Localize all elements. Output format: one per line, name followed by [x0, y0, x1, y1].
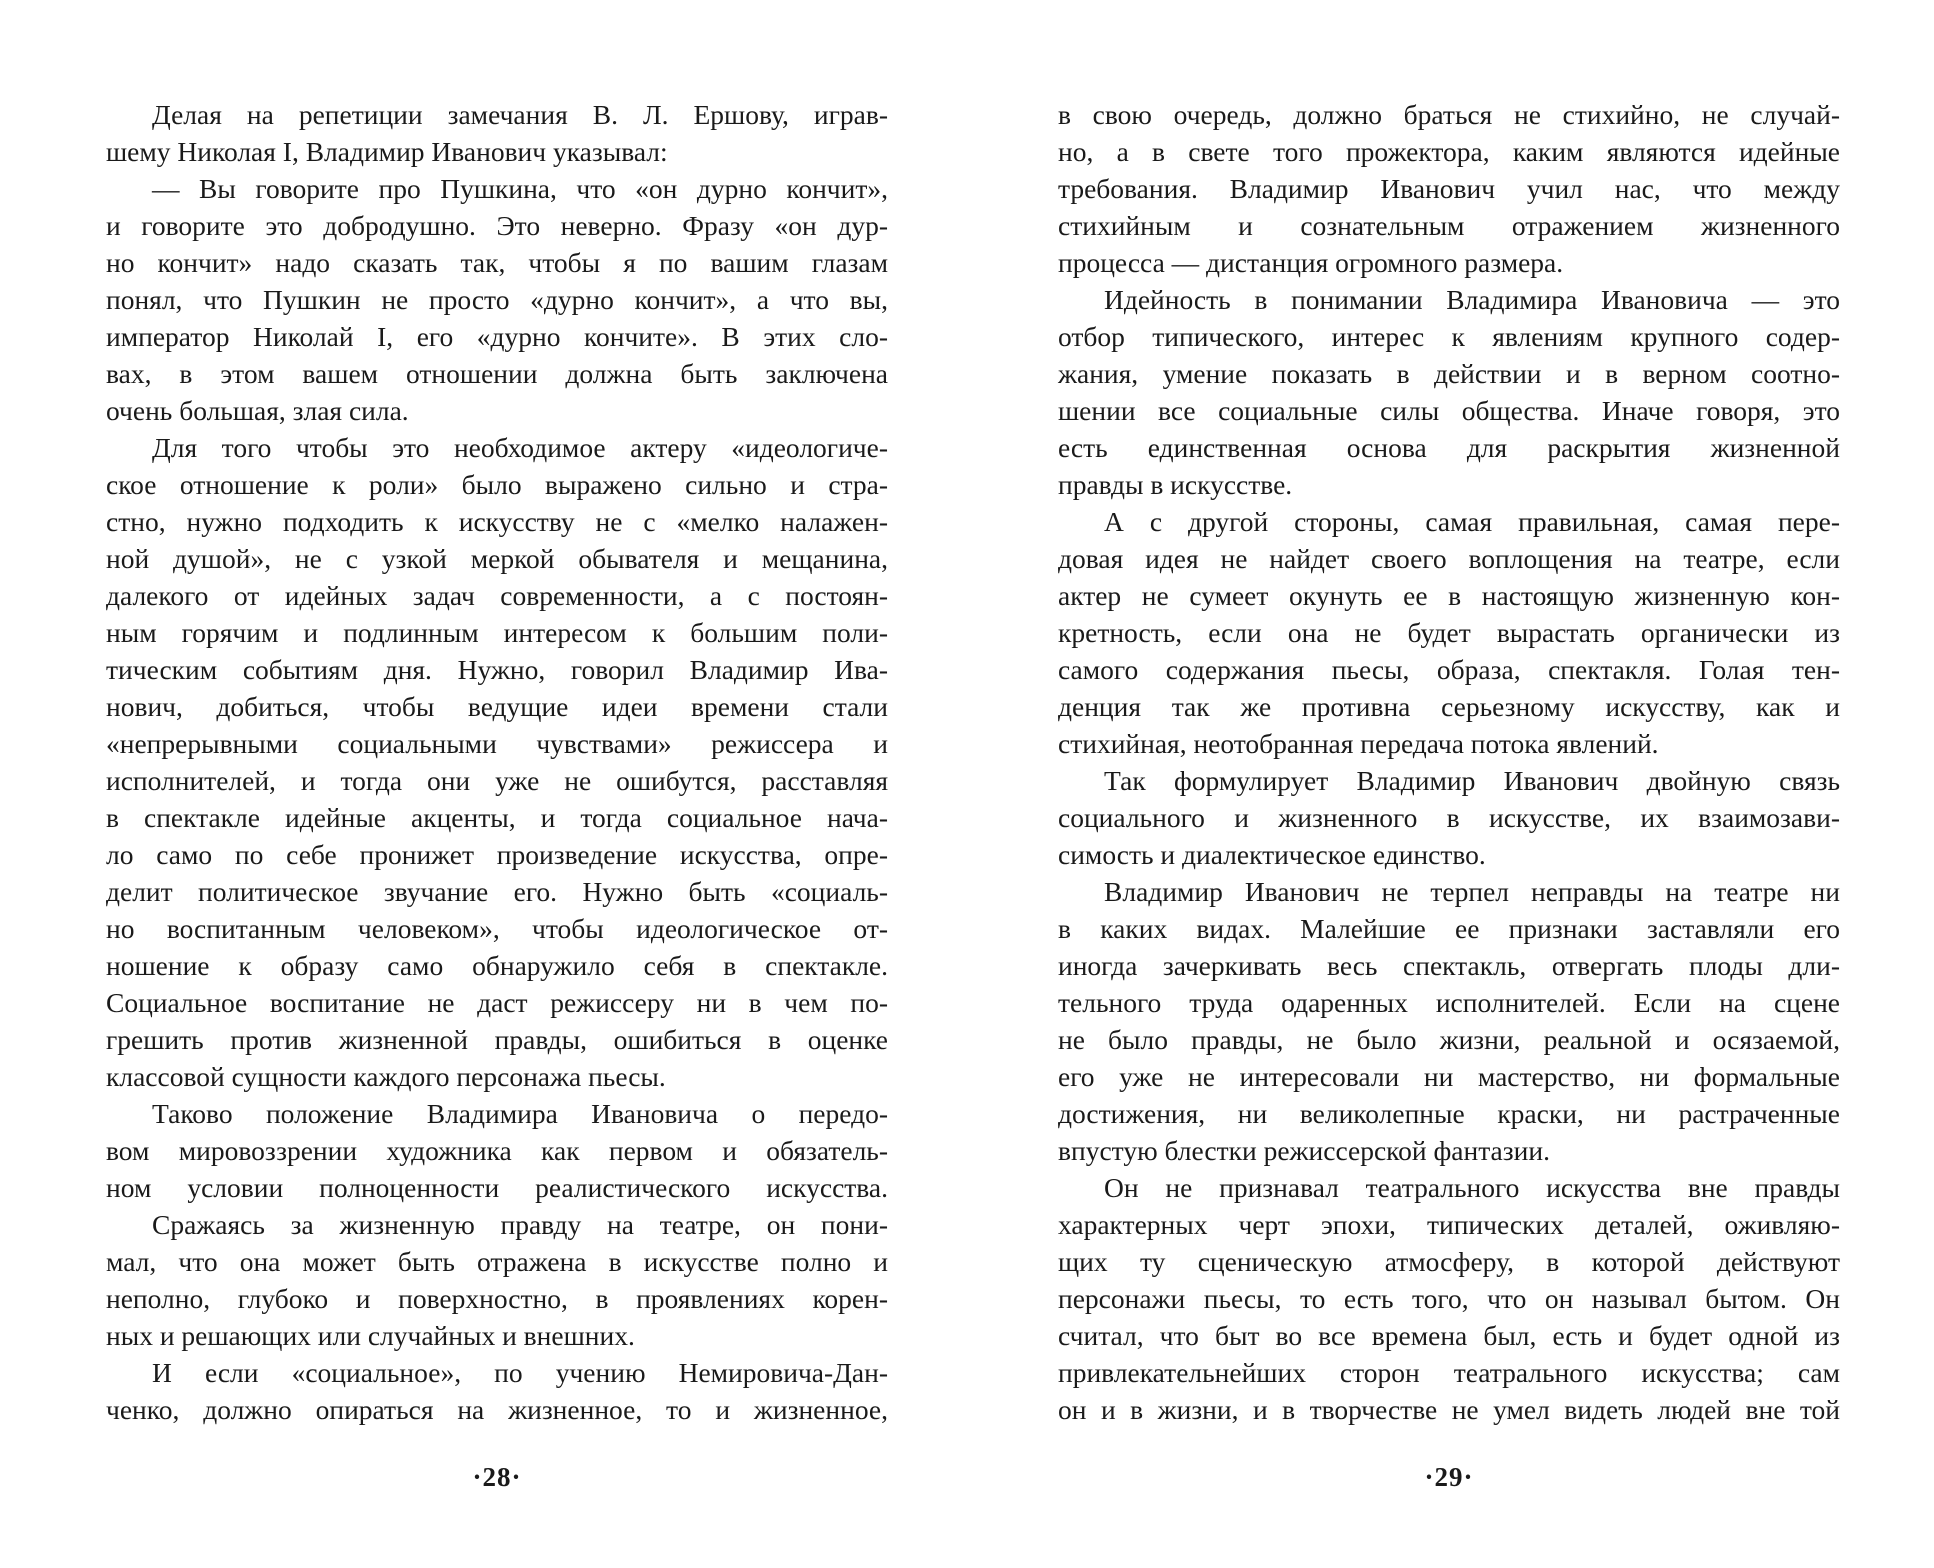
text-line: вах, в этом вашем отношении должна быть заключена	[106, 358, 888, 389]
text-line: социального и жизненного в искусстве, их взаимозави-	[1058, 802, 1840, 833]
text-line: ло само по себе пронижет произведение искусства, опре-	[106, 839, 888, 870]
text-line: требования. Владимир Иванович учил нас, что между	[1058, 173, 1840, 204]
text-line: иногда зачеркивать весь спектакль, отвергать плоды дли-	[1058, 950, 1840, 981]
text-line: Таково положение Владимира Ивановича о передо-	[152, 1098, 888, 1129]
text-line: не было правды, не было жизни, реальной и осязаемой,	[1058, 1024, 1840, 1055]
text-line: в свою очередь, должно браться не стихийно, не случай-	[1058, 99, 1840, 130]
text-line: тельного труда одаренных исполнителей. Если на сцене	[1058, 987, 1840, 1018]
text-line: очень большая, злая сила.	[106, 395, 409, 426]
text-line: его уже не интересовали ни мастерство, ни формальные	[1058, 1061, 1840, 1092]
text-line: характерных черт эпохи, типических деталей, оживляю-	[1058, 1209, 1840, 1240]
text-line: исполнителей, и тогда они уже не ошибутся, расставляя	[106, 765, 888, 796]
text-line: довая идея не найдет своего воплощения на театре, если	[1058, 543, 1840, 574]
text-line: шему Николая I, Владимир Иванович указывал:	[106, 136, 668, 167]
text-line: есть единственная основа для раскрытия жизненной	[1058, 432, 1840, 463]
text-line: кретность, если она не будет вырастать органически из	[1058, 617, 1840, 648]
text-line: в каких видах. Малейшие ее признаки заставляли его	[1058, 913, 1840, 944]
text-line: Он не признавал театрального искусства вне правды	[1104, 1172, 1840, 1203]
left-page	[106, 96, 888, 1428]
text-line: денция так же противна серьезному искусству, как и	[1058, 691, 1840, 722]
text-line: стихийная, неотобранная передача потока явлений.	[1058, 728, 1659, 759]
text-line: ченко, должно опираться на жизненное, то и жизненное,	[106, 1394, 888, 1425]
text-line: актер не сумеет окунуть ее в настоящую жизненную кон-	[1058, 580, 1840, 611]
text-line: но кончит» надо сказать так, чтобы я по вашим глазам	[106, 247, 888, 278]
text-line: самого содержания пьесы, образа, спектакля. Голая тен-	[1058, 654, 1840, 685]
text-line: ское отношение к роли» было выражено сильно и стра-	[106, 469, 888, 500]
left-page-text	[106, 96, 888, 1428]
text-line: — Вы говорите про Пушкина, что «он дурно кончит»,	[152, 173, 888, 204]
text-line: Идейность в понимании Владимира Ивановича — это	[1104, 284, 1840, 315]
text-line: достижения, ни великолепные краски, ни растраченные	[1058, 1098, 1840, 1129]
text-line: делит политическое звучание его. Нужно быть «социаль-	[106, 876, 888, 907]
text-line: правды в искусстве.	[1058, 469, 1293, 500]
text-line: но воспитанным человеком», чтобы идеологическое от-	[106, 913, 888, 944]
text-line: далекого от идейных задач современности, а с постоян-	[106, 580, 888, 611]
text-line: ной душой», не с узкой меркой обывателя и мещанина,	[106, 543, 888, 574]
text-line: И если «социальное», по учению Немировича-Дан-	[152, 1357, 888, 1388]
text-line: неполно, глубоко и поверхностно, в проявлениях корен-	[106, 1283, 888, 1314]
text-line: стихийным и сознательным отражением жизненного	[1058, 210, 1840, 241]
text-line: ным горячим и подлинным интересом к большим поли-	[106, 617, 888, 648]
text-line: персонажи пьесы, то есть того, что он называл бытом. Он	[1058, 1283, 1840, 1314]
text-line: А с другой стороны, самая правильная, самая пере-	[1104, 506, 1840, 537]
text-line: «непрерывными социальными чувствами» режиссера и	[106, 728, 888, 759]
text-line: ном условии полноценности реалистического искусства.	[106, 1172, 888, 1203]
text-line: процесса — дистанция огромного размера.	[1058, 247, 1564, 278]
text-line: ношение к образу само обнаружило себя в спектакле.	[106, 950, 888, 981]
right-page	[1058, 96, 1840, 1428]
text-line: щих ту сценическую атмосферу, в которой действуют	[1058, 1246, 1840, 1277]
text-line: он и в жизни, и в творчестве не умел видеть людей вне той	[1058, 1394, 1840, 1425]
text-line: считал, что быт во все времена был, есть и будет одной из	[1058, 1320, 1840, 1351]
right-page-number: ·29·	[1424, 1462, 1474, 1492]
text-line: Для того чтобы это необходимое актеру «идеологиче-	[152, 432, 888, 463]
text-line: Делая на репетиции замечания В. Л. Ершову, играв-	[152, 99, 888, 130]
text-line: впустую блестки режиссерской фантазии.	[1058, 1135, 1550, 1166]
text-line: тическим событиям дня. Нужно, говорил Владимир Ива-	[106, 654, 888, 685]
text-line: привлекательнейших сторон театрального искусства; сам	[1058, 1357, 1840, 1388]
text-line: но, а в свете того прожектора, каким являются идейные	[1058, 136, 1840, 167]
text-line: симость и диалектическое единство.	[1058, 839, 1486, 870]
text-line: нович, добиться, чтобы ведущие идеи времени стали	[106, 691, 888, 722]
text-line: отбор типического, интерес к явлениям крупного содер-	[1058, 321, 1840, 352]
text-line: Сражаясь за жизненную правду на театре, он пони-	[152, 1209, 888, 1240]
left-page-number: ·28·	[472, 1462, 522, 1492]
text-line: Социальное воспитание не даст режиссеру ни в чем по-	[106, 987, 888, 1018]
text-line: в спектакле идейные акценты, и тогда социальное нача-	[106, 802, 888, 833]
right-page-text	[1058, 96, 1840, 1428]
text-line: мал, что она может быть отражена в искусстве полно и	[106, 1246, 888, 1277]
text-line: понял, что Пушкин не просто «дурно кончит», а что вы,	[106, 284, 888, 315]
text-line: Так формулирует Владимир Иванович двойную связь	[1104, 765, 1840, 796]
text-line: Владимир Иванович не терпел неправды на театре ни	[1104, 876, 1840, 907]
text-line: ных и решающих или случайных и внешних.	[106, 1320, 635, 1351]
text-line: шении все социальные силы общества. Иначе говоря, это	[1058, 395, 1840, 426]
text-line: и говорите это добродушно. Это неверно. Фразу «он дур-	[106, 210, 888, 241]
text-line: вом мировоззрении художника как первом и обязатель-	[106, 1135, 888, 1166]
text-line: классовой сущности каждого персонажа пьесы.	[106, 1061, 666, 1092]
text-line: император Николай I, его «дурно кончите». В этих сло-	[106, 321, 888, 352]
text-line: жания, умение показать в действии и в верном соотно-	[1058, 358, 1840, 389]
text-line: грешить против жизненной правды, ошибиться в оценке	[106, 1024, 888, 1055]
text-line: стно, нужно подходить к искусству не с «мелко налажен-	[106, 506, 888, 537]
